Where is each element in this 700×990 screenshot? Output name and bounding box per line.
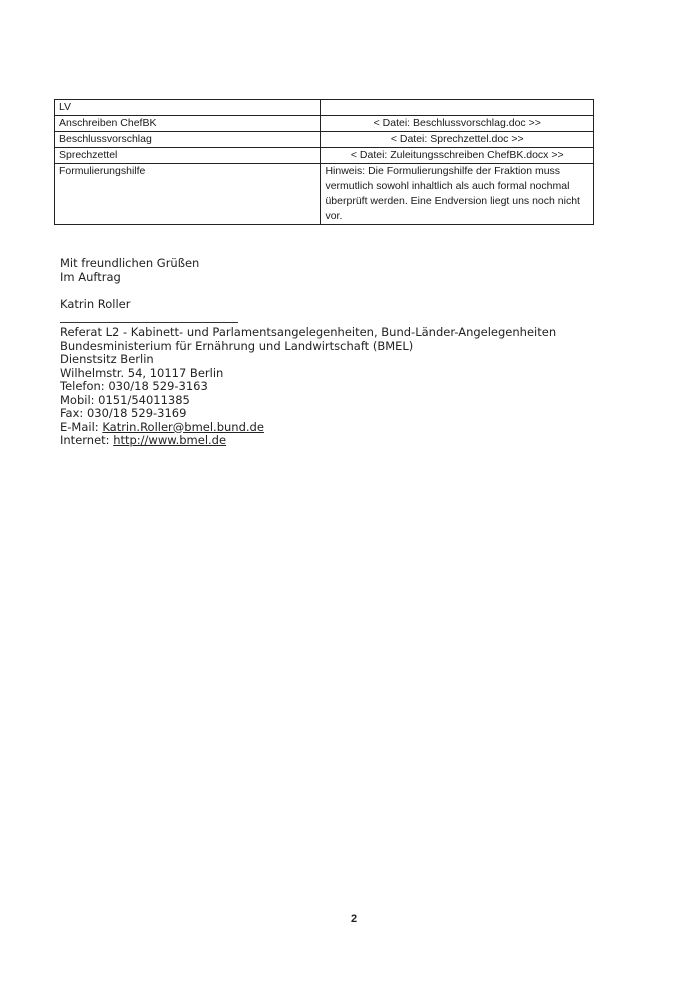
signer-name: Katrin Roller (60, 297, 131, 311)
table-row (55, 116, 594, 132)
website-link[interactable]: http://www.bmel.de (113, 433, 227, 447)
mobile: Mobil: 0151/54011385 (60, 392, 190, 407)
table-cell-label: Sprechzettel (55, 148, 321, 164)
email-label: E-Mail: (60, 419, 103, 434)
office: Dienstsitz Berlin (60, 352, 154, 366)
department: Referat L2 - Kabinett- und Parlamentsangelegenheiten, Bund-Länder-Angelegenheiten (60, 325, 557, 339)
closing-block (60, 257, 199, 284)
table-row (55, 164, 594, 225)
attachment-link[interactable]: < Datei: Zuleitungsschreiben ChefBK.docx >> (321, 148, 594, 164)
fax: Fax: 030/18 529-3169 (60, 406, 187, 420)
phone: Telefon: 030/18 529-3163 (60, 379, 208, 393)
email-link[interactable]: Katrin.Roller@bmel.bund.de (102, 419, 264, 434)
attachment-link[interactable]: < Datei: Beschlussvorschlag.doc >> (321, 116, 594, 132)
email-line (60, 421, 556, 435)
ministry: Bundesministerium für Ernährung und Landwirtschaft (BMEL) (60, 338, 414, 353)
table-row (55, 100, 594, 116)
table-row (55, 132, 594, 148)
table-cell-label: Anschreiben ChefBK (55, 116, 321, 132)
table-row (55, 148, 594, 164)
table-cell-note: Hinweis: Die Formulierungshilfe der Fraktion muss vermutlich sowohl inhaltlich als auch formal nochmal überprüft werden. Eine Endversion liegt uns noch nicht vor. (321, 164, 594, 225)
page-number: 2 (351, 913, 358, 925)
table-cell-label: Formulierungshilfe (55, 164, 321, 225)
signature-divider (60, 322, 238, 323)
attachments-table (54, 99, 594, 225)
table-cell-label: LV (55, 100, 321, 116)
address: Wilhelmstr. 54, 10117 Berlin (60, 365, 224, 380)
table-cell-value (321, 100, 594, 116)
internet-line (60, 434, 556, 448)
on-behalf: Im Auftrag (60, 269, 121, 284)
table-cell-label: Beschlussvorschlag (55, 132, 321, 148)
contact-block (60, 326, 556, 448)
greeting: Mit freundlichen Grüßen (60, 256, 200, 270)
internet-label: Internet: (60, 433, 114, 447)
attachment-link[interactable]: < Datei: Sprechzettel.doc >> (321, 132, 594, 148)
